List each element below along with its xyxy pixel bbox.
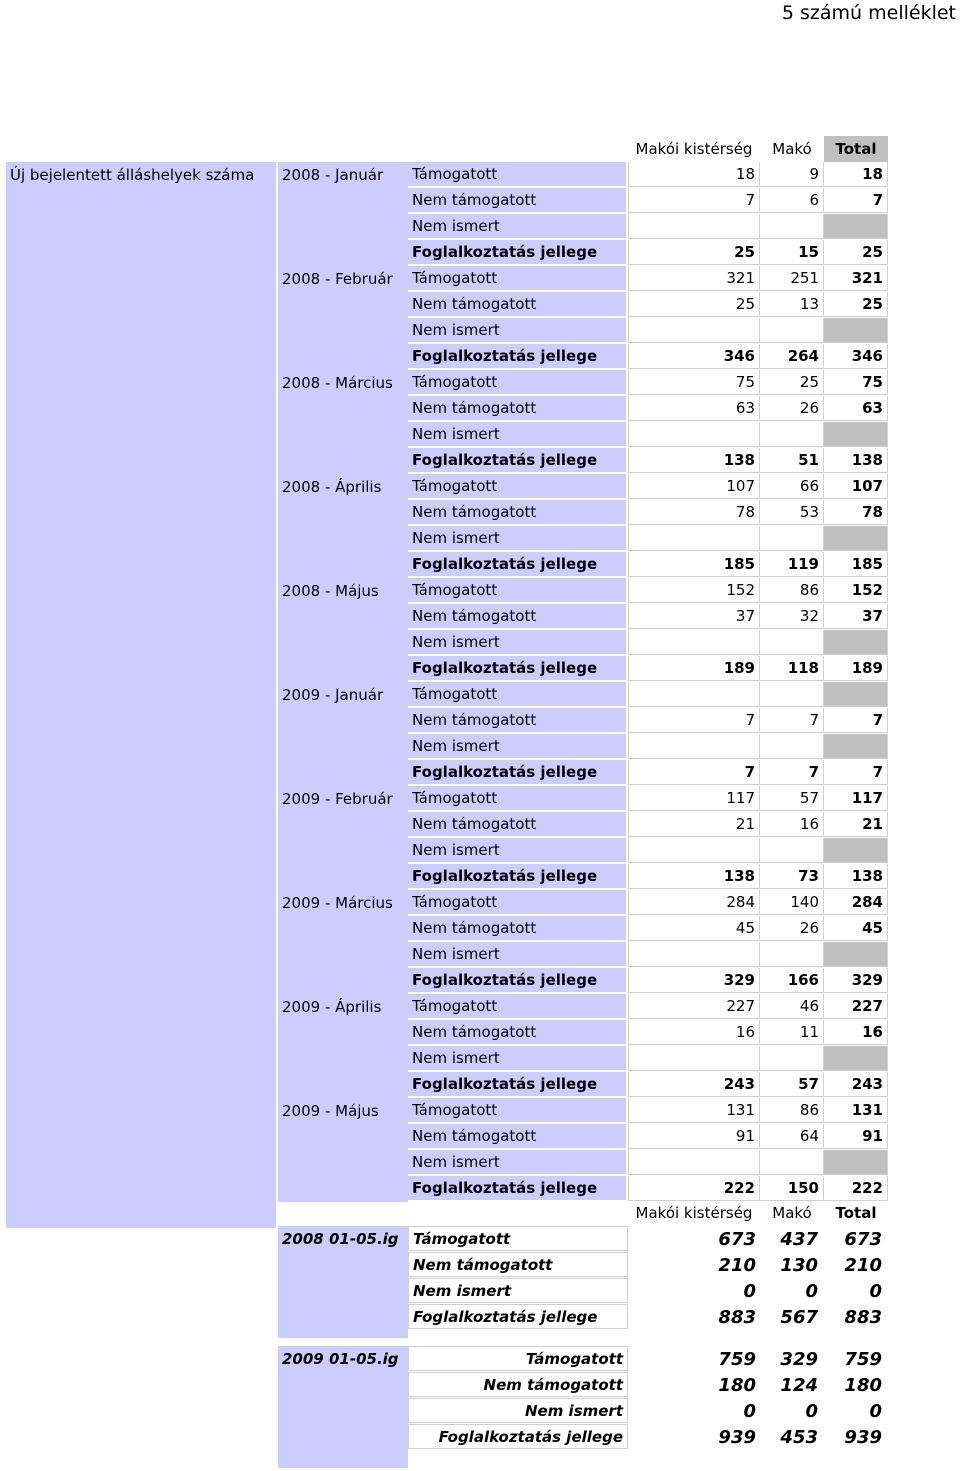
- row-label: Támogatott: [408, 1098, 626, 1123]
- value-makoi-kisterseg: 45: [628, 916, 760, 941]
- period-label: 2009 - Április: [282, 998, 382, 1016]
- value-makoi-kisterseg: 222: [628, 1176, 760, 1201]
- value-total: 107: [824, 474, 888, 499]
- summary-row: [408, 1226, 888, 1252]
- row-label: Nem ismert: [408, 734, 626, 759]
- period-cell: [278, 682, 408, 786]
- value-makoi-kisterseg: 18: [628, 162, 760, 187]
- period-cell: [278, 162, 408, 266]
- summary-value-total: 180: [844, 1375, 882, 1396]
- period-cell: [278, 1098, 408, 1202]
- summary-value-makoi-kisterseg: 883: [718, 1307, 756, 1328]
- row-label: Foglalkoztatás jellege: [408, 760, 626, 785]
- value-total: 25: [824, 240, 888, 265]
- table-row: [408, 396, 888, 422]
- table-row: [408, 526, 888, 552]
- summary-value-total: 759: [844, 1349, 882, 1370]
- summary-value-total: 673: [844, 1229, 882, 1250]
- period-cell: [278, 994, 408, 1098]
- value-total: 138: [824, 448, 888, 473]
- row-label: Nem támogatott: [408, 396, 626, 421]
- row-label: Nem támogatott: [408, 916, 626, 941]
- value-total: [824, 734, 888, 759]
- row-label: Nem ismert: [408, 630, 626, 655]
- value-makoi-kisterseg: 63: [628, 396, 760, 421]
- value-total: 185: [824, 552, 888, 577]
- value-total: 243: [824, 1072, 888, 1097]
- row-label: Nem ismert: [408, 318, 626, 343]
- value-makoi-kisterseg: 78: [628, 500, 760, 525]
- row-label: Nem ismert: [408, 422, 626, 447]
- value-total: [824, 838, 888, 863]
- row-label: Foglalkoztatás jellege: [408, 344, 626, 369]
- value-makoi-kisterseg: 185: [628, 552, 760, 577]
- value-mako: 118: [760, 656, 824, 681]
- row-label: Támogatott: [408, 682, 626, 707]
- value-total: 346: [824, 344, 888, 369]
- row-label: Foglalkoztatás jellege: [408, 1072, 626, 1097]
- summary-value-makoi-kisterseg: 0: [743, 1401, 756, 1422]
- value-mako: 32: [760, 604, 824, 629]
- summary-value-mako: 0: [805, 1401, 818, 1422]
- row-label: Foglalkoztatás jellege: [408, 552, 626, 577]
- value-mako: 26: [760, 916, 824, 941]
- value-total: [824, 526, 888, 551]
- table-row: [408, 812, 888, 838]
- summary-row-label: Nem ismert: [408, 1398, 628, 1423]
- table-row: [408, 682, 888, 708]
- period-label: 2009 - Február: [282, 790, 393, 808]
- value-mako: 16: [760, 812, 824, 837]
- value-makoi-kisterseg: 329: [628, 968, 760, 993]
- table-row: [408, 318, 888, 344]
- value-mako: [760, 630, 824, 655]
- table-row: [408, 162, 888, 188]
- value-total: 21: [824, 812, 888, 837]
- value-makoi-kisterseg: 7: [628, 760, 760, 785]
- table-row: [408, 422, 888, 448]
- value-total: [824, 214, 888, 239]
- summary-value-makoi-kisterseg: 673: [718, 1229, 756, 1250]
- table-row: [408, 994, 888, 1020]
- row-label: Foglalkoztatás jellege: [408, 656, 626, 681]
- value-total: 284: [824, 890, 888, 915]
- row-group-label-text: Új bejelentett álláshelyek száma: [10, 166, 255, 184]
- table-row: [408, 1124, 888, 1150]
- table-row: [408, 734, 888, 760]
- row-label: Támogatott: [408, 994, 626, 1019]
- row-label: Nem támogatott: [408, 1020, 626, 1045]
- summary-row-label: Nem támogatott: [408, 1372, 628, 1397]
- value-makoi-kisterseg: 321: [628, 266, 760, 291]
- table-row: [408, 890, 888, 916]
- value-total: 78: [824, 500, 888, 525]
- row-label: Nem támogatott: [408, 708, 626, 733]
- summary-value-mako: 437: [780, 1229, 818, 1250]
- row-label: Nem ismert: [408, 942, 626, 967]
- table-row: [408, 292, 888, 318]
- value-total: 25: [824, 292, 888, 317]
- value-mako: 11: [760, 1020, 824, 1045]
- row-label: Nem ismert: [408, 1046, 626, 1071]
- row-label: Támogatott: [408, 890, 626, 915]
- row-label: Nem támogatott: [408, 500, 626, 525]
- row-label: Nem ismert: [408, 526, 626, 551]
- value-mako: [760, 1046, 824, 1071]
- value-total: 7: [824, 760, 888, 785]
- value-total: 117: [824, 786, 888, 811]
- value-mako: 264: [760, 344, 824, 369]
- row-label: Támogatott: [408, 370, 626, 395]
- value-makoi-kisterseg: [628, 214, 760, 239]
- column-header: [628, 136, 888, 162]
- value-total: 16: [824, 1020, 888, 1045]
- value-total: 329: [824, 968, 888, 993]
- table-row: [408, 630, 888, 656]
- value-total: [824, 422, 888, 447]
- table-row: [408, 344, 888, 370]
- table-row: [408, 916, 888, 942]
- summary-value-total: 0: [869, 1401, 882, 1422]
- value-mako: 26: [760, 396, 824, 421]
- summary-value-makoi-kisterseg: 0: [743, 1281, 756, 1302]
- table-row: [408, 188, 888, 214]
- value-total: 138: [824, 864, 888, 889]
- value-mako: 46: [760, 994, 824, 1019]
- summary-value-mako: 0: [805, 1281, 818, 1302]
- table-row: [408, 1072, 888, 1098]
- summary-row: [408, 1252, 888, 1278]
- value-mako: 7: [760, 760, 824, 785]
- value-makoi-kisterseg: 243: [628, 1072, 760, 1097]
- value-mako: [760, 318, 824, 343]
- value-total: [824, 630, 888, 655]
- value-makoi-kisterseg: 75: [628, 370, 760, 395]
- row-label: Foglalkoztatás jellege: [408, 1176, 626, 1201]
- summary-value-makoi-kisterseg: 939: [718, 1427, 756, 1448]
- period-label: 2008 - Január: [282, 166, 384, 184]
- period-cell: [278, 786, 408, 890]
- summary-row: [408, 1398, 888, 1424]
- value-makoi-kisterseg: 284: [628, 890, 760, 915]
- value-makoi-kisterseg: 25: [628, 240, 760, 265]
- column-header-makoi-kisterseg: Makói kistérség: [635, 1204, 753, 1222]
- value-makoi-kisterseg: 138: [628, 448, 760, 473]
- summary-row-label: Foglalkoztatás jellege: [408, 1424, 628, 1449]
- summary-row-label: Támogatott: [408, 1346, 628, 1371]
- value-total: [824, 1150, 888, 1175]
- summary-value-total: 883: [844, 1307, 882, 1328]
- table-row: [408, 1020, 888, 1046]
- row-label: Foglalkoztatás jellege: [408, 968, 626, 993]
- table-row: [408, 1176, 888, 1202]
- column-header-mako: Makó: [760, 136, 824, 162]
- value-mako: 7: [760, 708, 824, 733]
- row-label: Nem támogatott: [408, 812, 626, 837]
- column-header-makoi-kisterseg: Makói kistérség: [628, 136, 760, 162]
- value-makoi-kisterseg: [628, 318, 760, 343]
- value-makoi-kisterseg: 131: [628, 1098, 760, 1123]
- table-row: [408, 1046, 888, 1072]
- table-row: [408, 552, 888, 578]
- table-row: [408, 968, 888, 994]
- summary-row: [408, 1424, 888, 1450]
- page-title: 5 számú melléklet: [781, 2, 956, 24]
- period-label: 2008 - Május: [282, 582, 379, 600]
- value-makoi-kisterseg: 91: [628, 1124, 760, 1149]
- value-makoi-kisterseg: [628, 630, 760, 655]
- summary-value-mako: 453: [780, 1427, 818, 1448]
- value-makoi-kisterseg: 189: [628, 656, 760, 681]
- summary-row-label: Nem támogatott: [408, 1252, 628, 1277]
- period-label: 2008 - Március: [282, 374, 393, 392]
- row-label: Nem ismert: [408, 1150, 626, 1175]
- table-row: [408, 474, 888, 500]
- table-row: [408, 266, 888, 292]
- value-total: 37: [824, 604, 888, 629]
- value-mako: 51: [760, 448, 824, 473]
- column-header-total: Total: [824, 136, 888, 162]
- row-group-label: [6, 162, 276, 1228]
- value-mako: 9: [760, 162, 824, 187]
- summary-period-cell: [278, 1346, 408, 1468]
- table-row: [408, 214, 888, 240]
- table-row: [408, 708, 888, 734]
- period-cell: [278, 370, 408, 474]
- value-mako: [760, 838, 824, 863]
- value-mako: 86: [760, 578, 824, 603]
- period-cell: [278, 578, 408, 682]
- summary-value-mako: 124: [780, 1375, 818, 1396]
- value-total: [824, 682, 888, 707]
- value-mako: [760, 422, 824, 447]
- period-label: 2009 - Március: [282, 894, 393, 912]
- value-makoi-kisterseg: [628, 1046, 760, 1071]
- value-mako: 57: [760, 1072, 824, 1097]
- row-label: Foglalkoztatás jellege: [408, 864, 626, 889]
- summary-row: [408, 1346, 888, 1372]
- period-cell: [278, 474, 408, 578]
- period-cell: [278, 890, 408, 994]
- table-row: [408, 786, 888, 812]
- value-mako: 86: [760, 1098, 824, 1123]
- period-cell: [278, 266, 408, 370]
- value-mako: 119: [760, 552, 824, 577]
- table-row: [408, 240, 888, 266]
- table-row: [408, 1098, 888, 1124]
- value-total: 18: [824, 162, 888, 187]
- value-makoi-kisterseg: [628, 526, 760, 551]
- value-mako: [760, 942, 824, 967]
- value-makoi-kisterseg: [628, 734, 760, 759]
- row-label: Támogatott: [408, 786, 626, 811]
- summary-row: [408, 1278, 888, 1304]
- value-total: 91: [824, 1124, 888, 1149]
- summary-value-total: 210: [844, 1255, 882, 1276]
- row-label: Nem támogatott: [408, 1124, 626, 1149]
- table-row: [408, 604, 888, 630]
- table-row: [408, 942, 888, 968]
- value-mako: 53: [760, 500, 824, 525]
- value-mako: [760, 214, 824, 239]
- value-mako: 13: [760, 292, 824, 317]
- value-makoi-kisterseg: 107: [628, 474, 760, 499]
- row-label: Nem támogatott: [408, 604, 626, 629]
- value-mako: 166: [760, 968, 824, 993]
- row-label: Nem támogatott: [408, 292, 626, 317]
- value-mako: 66: [760, 474, 824, 499]
- value-makoi-kisterseg: 7: [628, 188, 760, 213]
- table-row: [408, 864, 888, 890]
- value-makoi-kisterseg: [628, 942, 760, 967]
- value-mako: [760, 734, 824, 759]
- value-mako: 15: [760, 240, 824, 265]
- column-header-mako: Makó: [772, 1204, 812, 1222]
- value-mako: [760, 1150, 824, 1175]
- summary-value-mako: 130: [780, 1255, 818, 1276]
- summary-row-label: Foglalkoztatás jellege: [408, 1304, 628, 1329]
- row-label: Támogatott: [408, 474, 626, 499]
- value-total: 63: [824, 396, 888, 421]
- value-mako: 73: [760, 864, 824, 889]
- value-mako: 150: [760, 1176, 824, 1201]
- value-total: 152: [824, 578, 888, 603]
- row-label: Nem ismert: [408, 214, 626, 239]
- table-row: [408, 760, 888, 786]
- row-label: Támogatott: [408, 578, 626, 603]
- table-row: [408, 500, 888, 526]
- value-total: 321: [824, 266, 888, 291]
- summary-value-makoi-kisterseg: 759: [718, 1349, 756, 1370]
- value-total: 75: [824, 370, 888, 395]
- row-label: Nem ismert: [408, 838, 626, 863]
- value-makoi-kisterseg: 7: [628, 708, 760, 733]
- summary-row-label: Nem ismert: [408, 1278, 628, 1303]
- summary-value-makoi-kisterseg: 210: [718, 1255, 756, 1276]
- value-mako: 64: [760, 1124, 824, 1149]
- value-mako: 140: [760, 890, 824, 915]
- value-total: 227: [824, 994, 888, 1019]
- value-total: 7: [824, 708, 888, 733]
- summary-value-mako: 567: [780, 1307, 818, 1328]
- table-row: [408, 578, 888, 604]
- value-total: 45: [824, 916, 888, 941]
- period-label: 2008 - Április: [282, 478, 382, 496]
- value-makoi-kisterseg: [628, 838, 760, 863]
- value-mako: [760, 682, 824, 707]
- summary-row: [408, 1372, 888, 1398]
- value-total: 131: [824, 1098, 888, 1123]
- value-makoi-kisterseg: [628, 422, 760, 447]
- value-makoi-kisterseg: 25: [628, 292, 760, 317]
- summary-row-label: Támogatott: [408, 1226, 628, 1251]
- value-mako: [760, 526, 824, 551]
- summary-value-total: 0: [869, 1281, 882, 1302]
- value-total: [824, 942, 888, 967]
- value-mako: 6: [760, 188, 824, 213]
- table-row: [408, 448, 888, 474]
- row-label: Nem támogatott: [408, 188, 626, 213]
- value-makoi-kisterseg: 138: [628, 864, 760, 889]
- summary-value-makoi-kisterseg: 180: [718, 1375, 756, 1396]
- table-row: [408, 370, 888, 396]
- value-makoi-kisterseg: 227: [628, 994, 760, 1019]
- value-makoi-kisterseg: 152: [628, 578, 760, 603]
- value-mako: 57: [760, 786, 824, 811]
- summary-period-label: 2009 01-05.ig: [282, 1350, 399, 1368]
- summary-column-header: [628, 1200, 888, 1226]
- table-row: [408, 656, 888, 682]
- row-label: Foglalkoztatás jellege: [408, 240, 626, 265]
- value-makoi-kisterseg: [628, 1150, 760, 1175]
- period-label: 2008 - Február: [282, 270, 393, 288]
- summary-value-total: 939: [844, 1427, 882, 1448]
- summary-period-label: 2008 01-05.ig: [282, 1230, 399, 1248]
- column-header-total: Total: [835, 1204, 877, 1222]
- table-row: [408, 838, 888, 864]
- value-total: [824, 1046, 888, 1071]
- period-label: 2009 - Május: [282, 1102, 379, 1120]
- table-row: [408, 1150, 888, 1176]
- value-makoi-kisterseg: 346: [628, 344, 760, 369]
- value-mako: 251: [760, 266, 824, 291]
- value-makoi-kisterseg: [628, 682, 760, 707]
- summary-period-cell: [278, 1226, 408, 1338]
- value-makoi-kisterseg: 37: [628, 604, 760, 629]
- row-label: Támogatott: [408, 266, 626, 291]
- row-label: Foglalkoztatás jellege: [408, 448, 626, 473]
- value-total: 189: [824, 656, 888, 681]
- value-makoi-kisterseg: 21: [628, 812, 760, 837]
- value-makoi-kisterseg: 117: [628, 786, 760, 811]
- summary-row: [408, 1304, 888, 1330]
- value-makoi-kisterseg: 16: [628, 1020, 760, 1045]
- period-label: 2009 - Január: [282, 686, 384, 704]
- row-label: Támogatott: [408, 162, 626, 187]
- summary-value-mako: 329: [780, 1349, 818, 1370]
- value-total: [824, 318, 888, 343]
- value-total: 222: [824, 1176, 888, 1201]
- value-mako: 25: [760, 370, 824, 395]
- value-total: 7: [824, 188, 888, 213]
